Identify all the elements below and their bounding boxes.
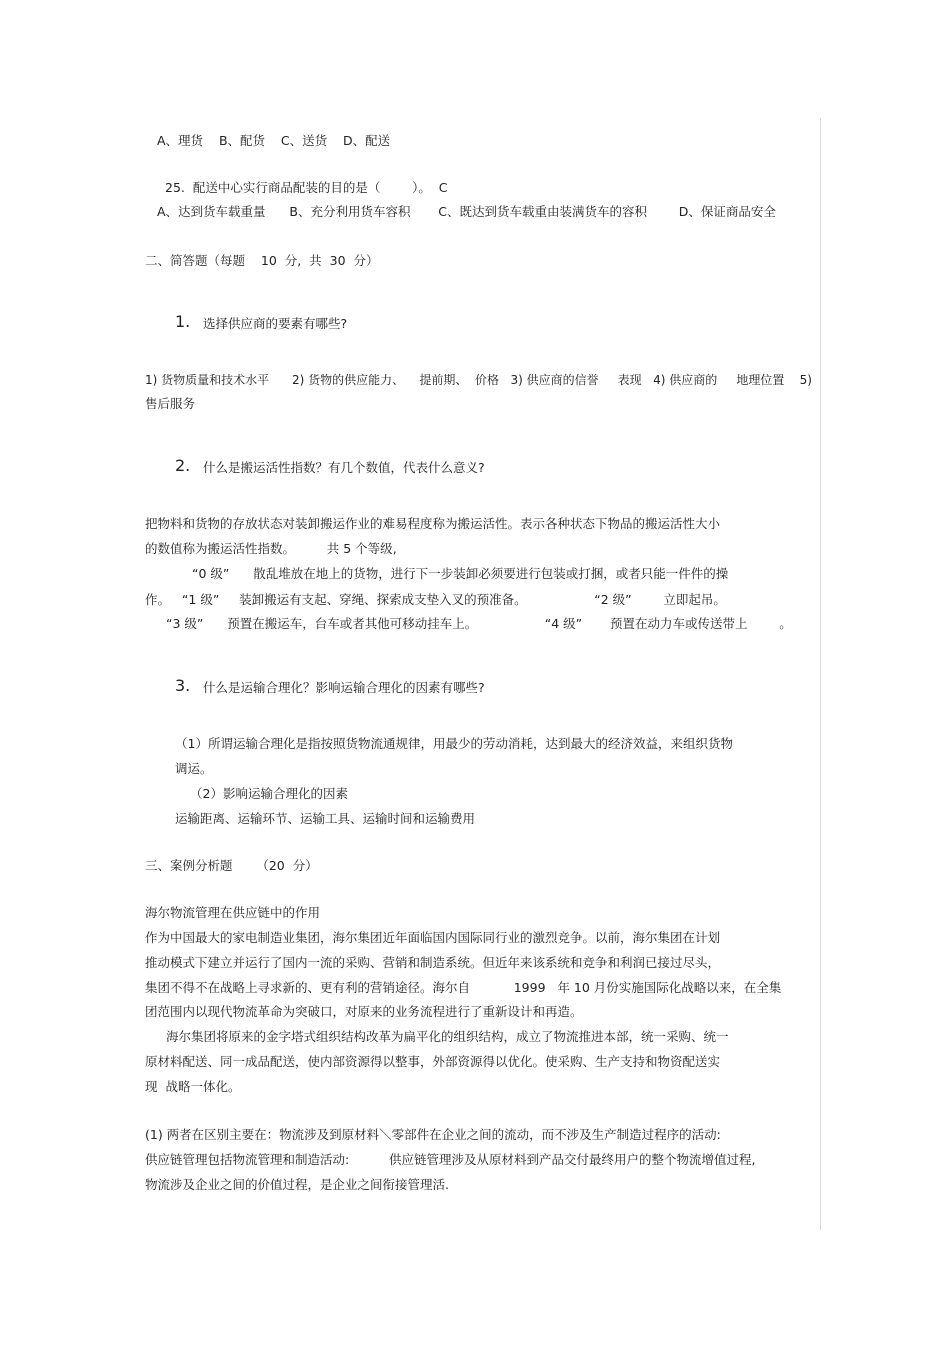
a1-line2: 售后服务 [145, 396, 196, 411]
case-title: 海尔物流管理在供应链中的作用 [145, 905, 321, 920]
case-p1-line: 团范围内以现代物流革命为突破口，对原来的业务流程进行了重新设计和再造。 [145, 1004, 583, 1019]
a1-line1: 1) 货物质量和技术水平 2) 货物的供应能力、 提前期、 价格 3) 供应商的信誉 表现 4) 供应商的 地理位置 5) [145, 373, 812, 387]
q2-text: 什么是搬运活性指数？有几个数值，代表什么意义? [203, 460, 485, 475]
q1-text: 选择供应商的要素有哪些? [203, 316, 348, 331]
section2-title: 二、简答题（每题 10 分, 共 30 分） [145, 253, 379, 268]
answer-line: (1) 两者在区别主要在：物流涉及到原材料＼零部件在企业之间的流动，而不涉及生产制造过程序的活动: [145, 1127, 721, 1142]
answer-line: 供应链管理包括物流管理和制造活动: 供应链管理涉及从原材料到产品交付最终用户的整个物流增值过程, [145, 1152, 756, 1167]
a2-line2: 的数值称为搬运活性指数。 共 5 个等级, [145, 541, 397, 556]
a3-line3: （2）影响运输合理化的因素 [190, 786, 348, 801]
case-p2-line: 海尔集团将原来的金字塔式组织结构改革为扁平化的组织结构，成立了物流推进本部，统一采购、统一 [166, 1029, 729, 1044]
a3-line1: （1）所谓运输合理化是指按照货物流通规律，用最少的劳动消耗，达到最大的经济效益，来组织货物 [175, 736, 733, 751]
case-p1-line: 推动模式下建立并运行了国内一流的采购、营销和制造系统。但近年来该系统和竞争和利润已接过尽头， [145, 955, 721, 970]
q2-number: 2. [175, 456, 191, 475]
q3-number: 3. [175, 676, 191, 695]
a2-line5: “3 级” 预置在搬运车，台车或者其他可移动挂车上。 “4 级” 预置在动力车或传送带上 。 [166, 616, 792, 631]
q25-stem: 25. 配送中心实行商品配装的目的是（ ）。 C [165, 180, 448, 195]
a2-line4: 作。 “1 级” 装卸搬运有支起、穿绳、探索成支垫入叉的预准备。 “2 级” 立即起吊。 [145, 592, 726, 607]
section3-title: 三、案例分析题 （20 分） [145, 858, 318, 873]
case-p1-line: 作为中国最大的家电制造业集团，海尔集团近年面临国内国际同行业的激烈竞争。以前，海尔集团在计划 [145, 930, 721, 945]
q25-options: A、达到货车载重量 B、充分利用货车容积 C、既达到货车载重由装满货车的容积 D、保证商品安全 [157, 204, 776, 219]
q24-options: A、理货 B、配货 C、送货 D、配送 [157, 133, 391, 148]
case-p1-line: 集团不得不在战略上寻求新的、更有利的营销途径。海尔自 1999 年 10 月份实施国际化战略以来，在全集 [145, 980, 782, 995]
case-p2-line: 原材料配送、同一成品配送，使内部资源得以整事，外部资源得以优化。使采购、生产支持和物资配送实 [145, 1054, 721, 1069]
a2-line1: 把物料和货物的存放状态对装卸搬运作业的难易程度称为搬运活性。表示各种状态下物品的搬运活性大小 [145, 516, 721, 531]
a3-line2: 调运。 [175, 761, 213, 776]
q3-text: 什么是运输合理化？影响运输合理化的因素有哪些? [203, 680, 485, 695]
a3-line4: 运输距离、运输环节、运输工具、运输时间和运输费用 [175, 811, 476, 826]
case-p2-line: 现 战略一体化。 [145, 1079, 241, 1094]
page-border-line [820, 118, 821, 1230]
a2-line3: “0 级” 散乱堆放在地上的货物，进行下一步装卸必须要进行包装或打捆，或者只能一件件的操 [192, 566, 729, 581]
q1-number: 1. [175, 312, 191, 331]
answer-line: 物流涉及企业之间的价值过程，是企业之间衔接管理活. [145, 1177, 449, 1192]
